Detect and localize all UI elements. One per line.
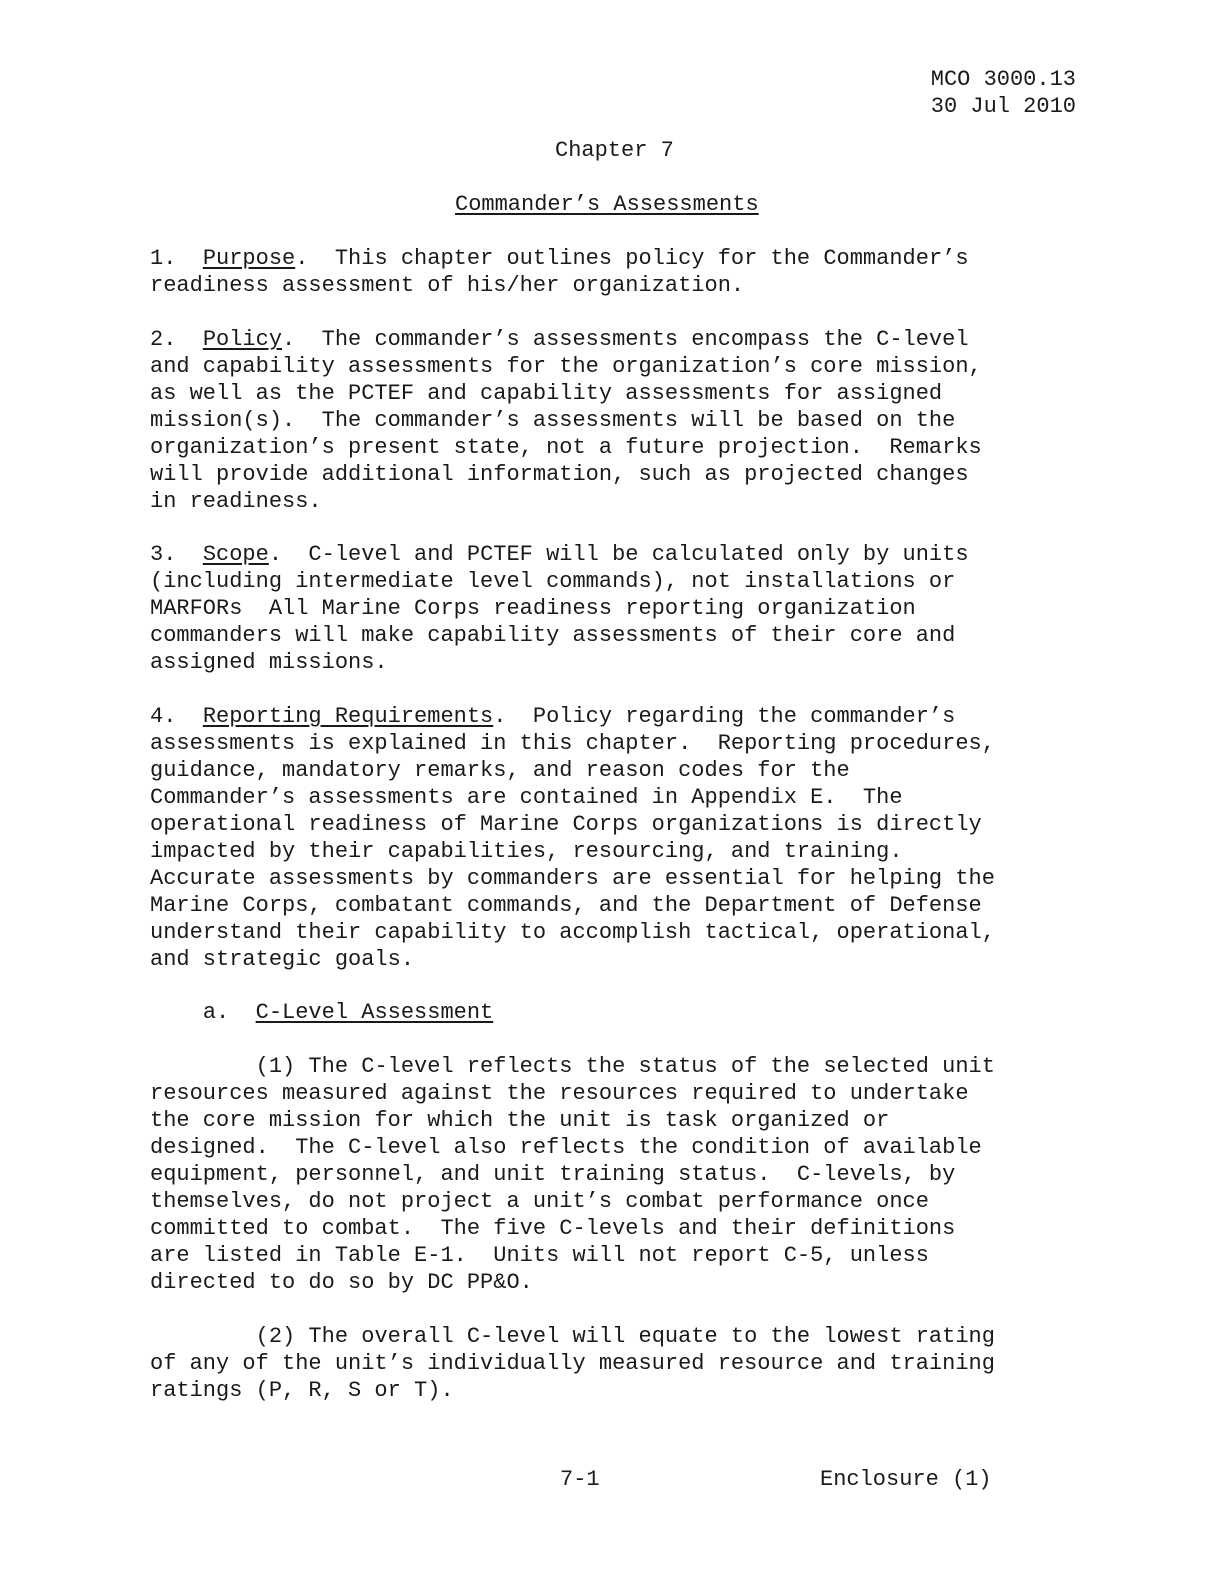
paragraph-number: a.	[150, 1000, 256, 1025]
paragraph-number: 1.	[150, 246, 203, 271]
document-header	[931, 66, 1076, 120]
chapter-label: Chapter 7	[555, 138, 674, 163]
doc-date: 30 Jul 2010	[930, 94, 1076, 119]
paragraph-text: (2) The overall C-level will equate to the lowest rating of any of the unit’s individually measured resource and training ratings (P, R, S or T).	[150, 1324, 995, 1403]
paragraph-text: . The commander’s assessments encompass the C-level and capability assessments for the organization’s core mission, as well as the PCTEF and capability assessments for assigned mission(s). The commander’s assessments will be based on the organization’s present state, not a future projection. Remarks will provide additional information, such as projected changes in readiness.	[150, 327, 982, 514]
paragraph-text: (1) The C-level reflects the status of the selected unit resources measured against the resources required to undertake the core mission for which the unit is task organized or designed. The C-level also reflects the condition of available equipment, personnel, and unit training status. C-levels, by themselves, do not project a unit’s combat performance once committed to combat. The five C-levels and their definitions are listed in Table E-1. Units will not report C-5, unless directed to do so by DC PP&O.	[150, 1054, 995, 1295]
paragraph-purpose	[150, 245, 1080, 299]
paragraph-text: . This chapter outlines policy for the Commander’s readiness assessment of his/her organization.	[150, 246, 969, 298]
paragraph-heading-c-level-assessment: C-Level Assessment	[255, 1000, 494, 1025]
paragraph-number: 2.	[150, 327, 203, 352]
paragraph-text: . Policy regarding the commander’s assessments is explained in this chapter. Reporting procedures, guidance, mandatory remarks, and reason codes for the Commander’s assessments are contained in Appendix E. The operational readiness of Marine Corps organizations is directly impacted by their capabilities, resourcing, and training. Accurate assessments by commanders are essential for helping the Marine Corps, combatant commands, and the Department of Defense understand their capability to accomplish tactical, operational, and strategic goals.	[150, 704, 995, 972]
subparagraph-c-level-1	[150, 1053, 1080, 1296]
paragraph-text: . C-level and PCTEF will be calculated only by units (including intermediate level commands), not installations or MARFORs All Marine Corps readiness reporting organization commanders will make capability assessments of their core and assigned missions.	[150, 542, 969, 675]
chapter-title: Commander’s Assessments	[455, 192, 759, 217]
paragraph-heading-scope: Scope	[202, 542, 269, 567]
paragraph-heading-policy: Policy	[202, 327, 283, 352]
subparagraph-c-level-assessment	[150, 999, 1080, 1026]
doc-number: MCO 3000.13	[930, 67, 1076, 92]
subparagraph-c-level-2	[150, 1323, 1080, 1404]
page-number: 7-1	[560, 1467, 600, 1492]
paragraph-heading-reporting-requirements: Reporting Requirements	[202, 704, 494, 729]
paragraph-heading-purpose: Purpose	[202, 246, 296, 271]
enclosure-label: Enclosure (1)	[820, 1467, 992, 1492]
paragraph-number: 4.	[150, 704, 203, 729]
paragraph-policy	[150, 326, 1080, 515]
paragraph-scope	[150, 541, 1080, 676]
paragraph-reporting-requirements	[150, 703, 1080, 973]
paragraph-number: 3.	[150, 542, 203, 567]
